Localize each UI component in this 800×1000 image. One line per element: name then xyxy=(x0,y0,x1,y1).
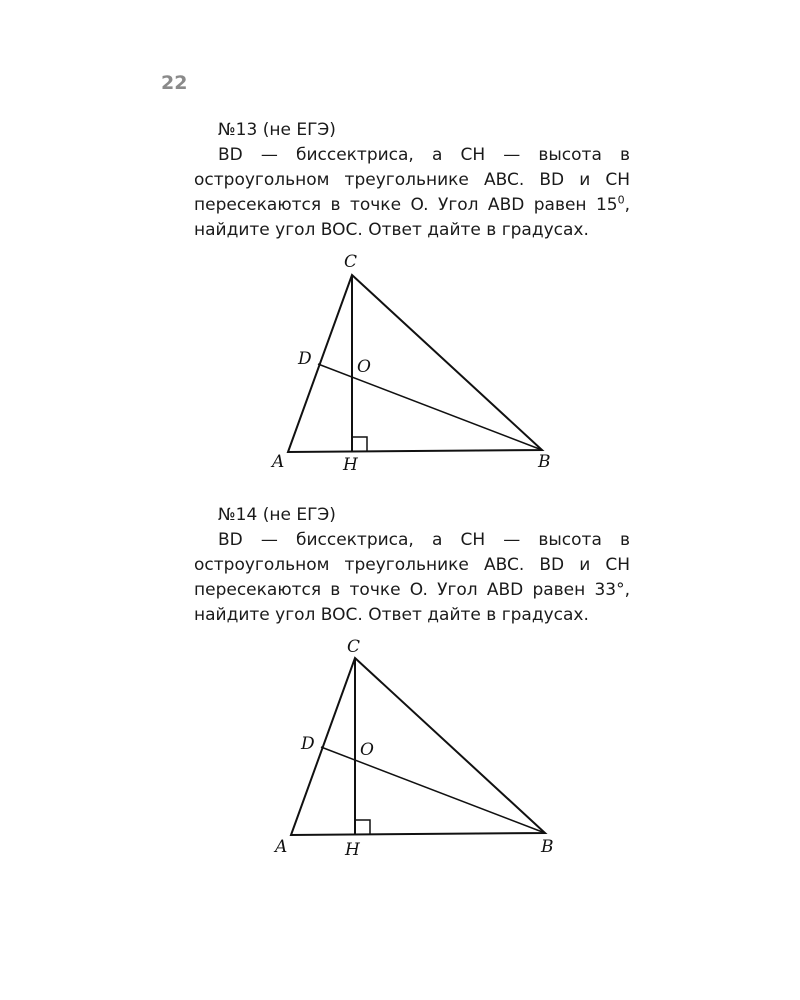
triangle-abc xyxy=(291,658,545,835)
problem-13 xyxy=(194,117,630,243)
problem-text-after: , найдите угол BOC. Ответ дайте в градусах. xyxy=(194,580,630,625)
label-d: D xyxy=(301,734,315,754)
problem-title: №14 (не ЕГЭ) xyxy=(218,505,336,525)
label-a: A xyxy=(275,837,288,857)
problem-statement xyxy=(194,528,630,628)
problem-statement xyxy=(194,143,630,243)
triangle-abc xyxy=(288,275,542,452)
label-b: B xyxy=(538,452,551,472)
label-o: O xyxy=(357,357,371,377)
problem-14 xyxy=(194,502,630,628)
problem-text-before: BD — биссектриса, а CH — высота в остроугольном треугольнике ABC. BD и CH пересекаются в точке O. Угол ABD равен 15 xyxy=(194,145,630,215)
label-h: H xyxy=(343,455,358,475)
page-number: 22 xyxy=(161,72,188,94)
problem-text-before: BD — биссектриса, а CH — высота в остроугольном треугольнике ABC. BD и CH пересекаются в точке O. Угол ABD равен 33° xyxy=(194,530,630,600)
label-o: O xyxy=(360,740,374,760)
triangle-diagram xyxy=(265,250,565,475)
label-c: C xyxy=(344,252,358,272)
problem-text-after: , найдите угол BOC. Ответ дайте в градусах. xyxy=(194,195,630,240)
label-b: B xyxy=(541,837,554,857)
label-a: A xyxy=(272,452,285,472)
label-d: D xyxy=(298,349,312,369)
triangle-figure-14 xyxy=(265,633,565,858)
problem-title: №13 (не ЕГЭ) xyxy=(218,120,336,140)
degree-mark: 0 xyxy=(617,193,625,207)
label-c: C xyxy=(347,637,361,657)
triangle-diagram xyxy=(265,633,565,858)
triangle-figure-13 xyxy=(265,250,565,475)
right-angle-mark xyxy=(352,437,367,451)
label-h: H xyxy=(345,840,360,860)
right-angle-mark xyxy=(355,820,370,834)
